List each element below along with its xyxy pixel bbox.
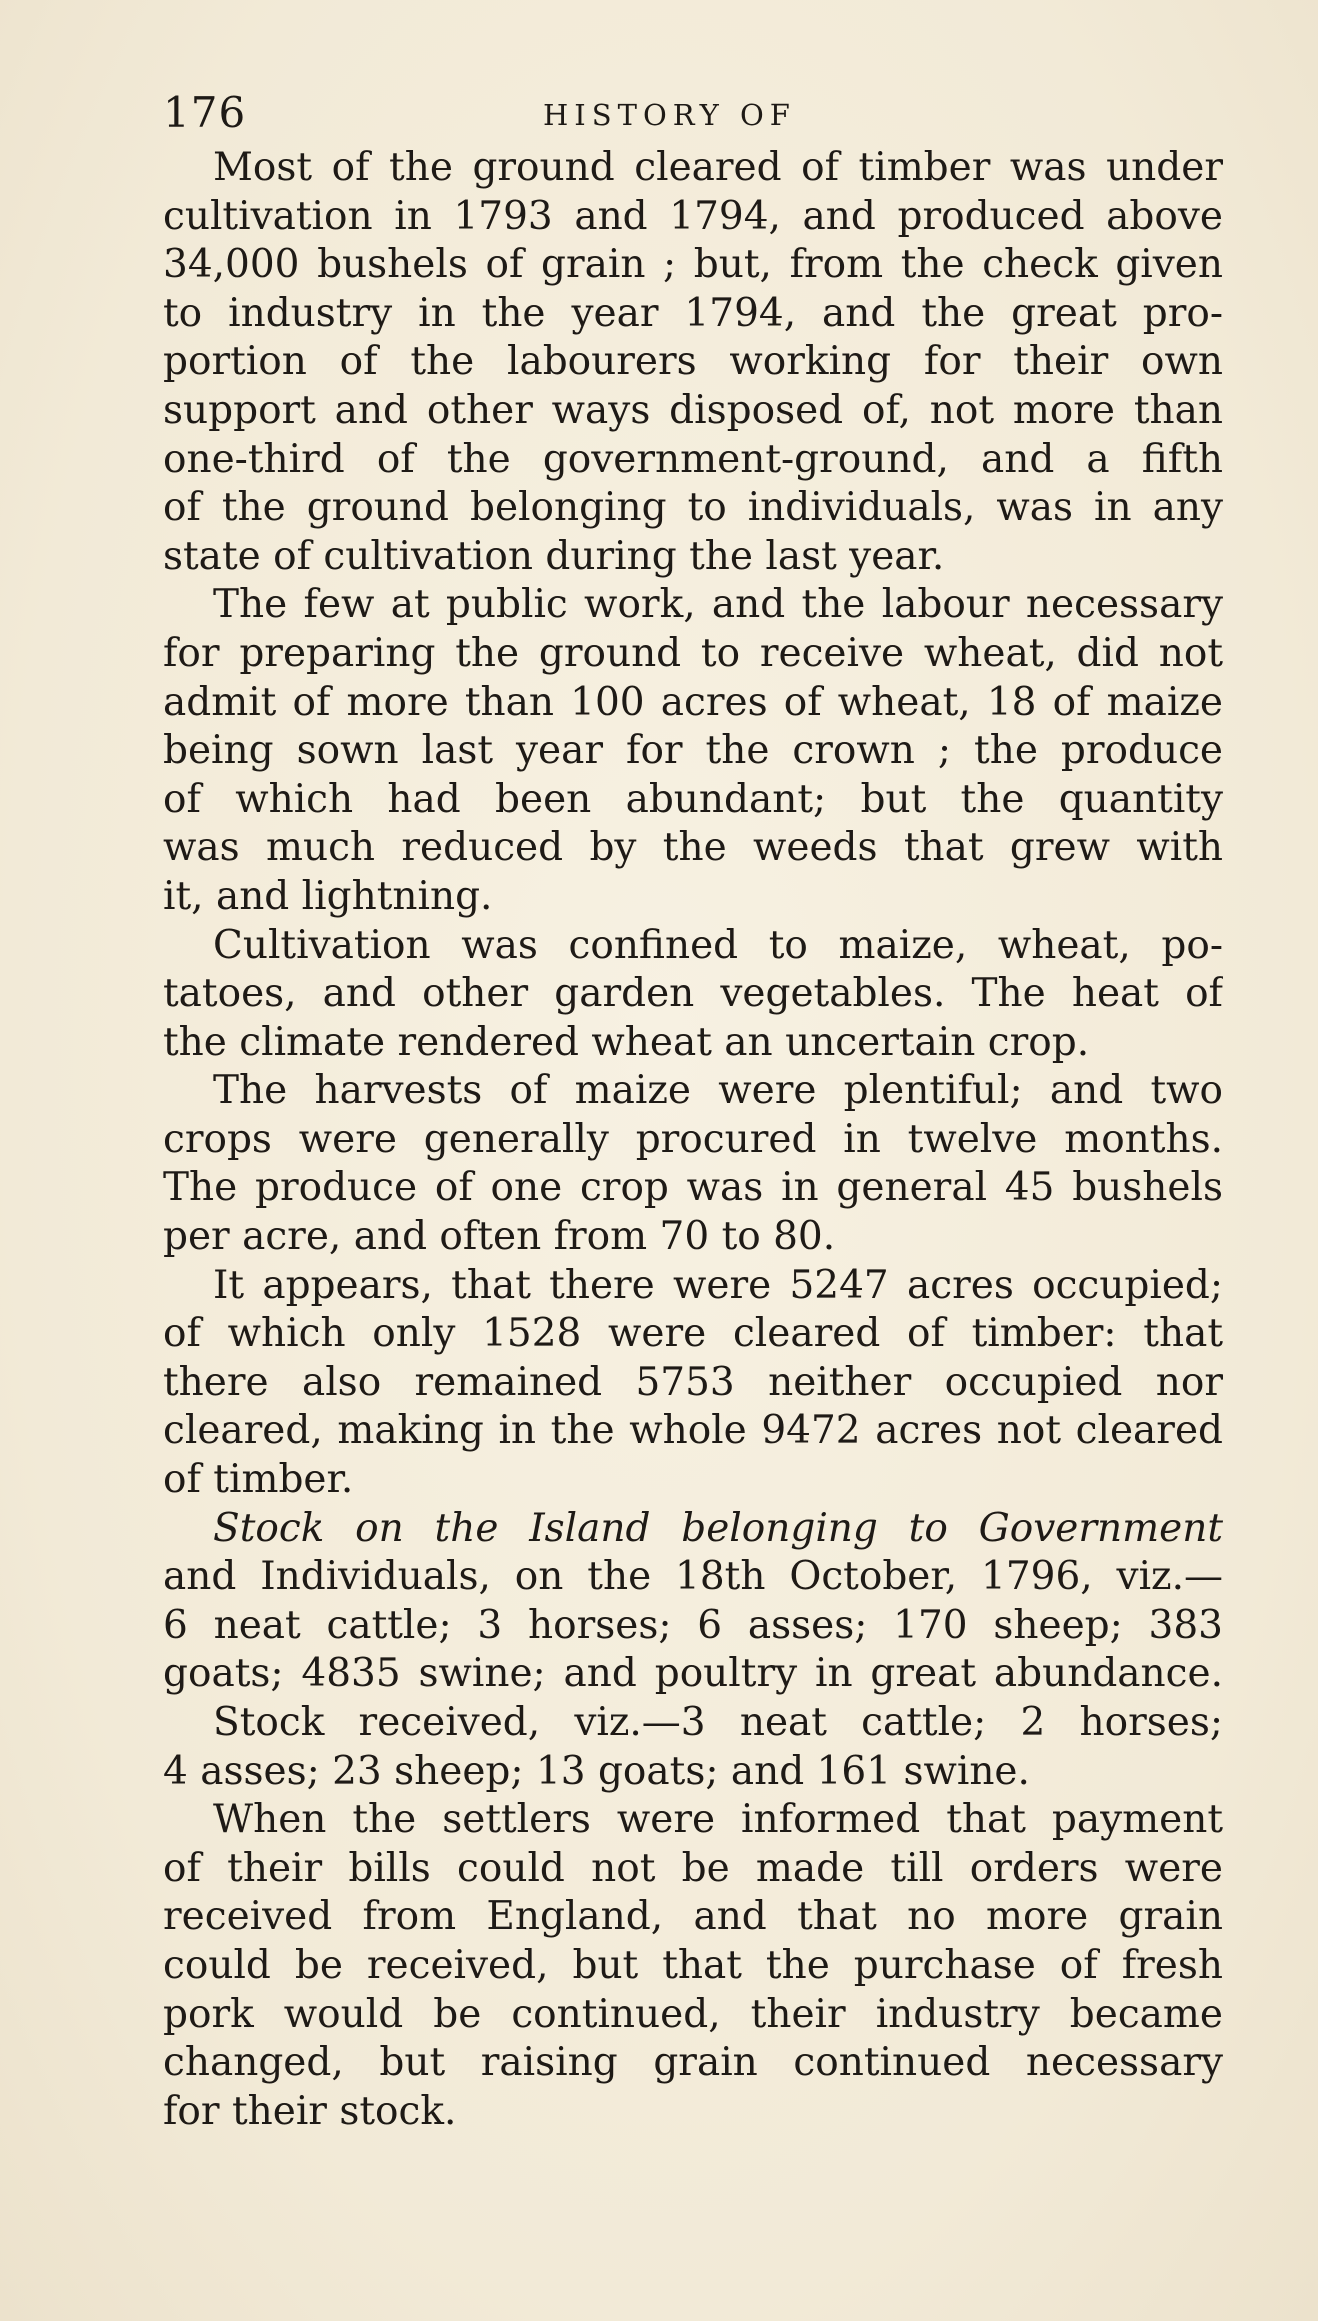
text-line: for preparing the ground to receive wheat, did not bbox=[163, 630, 1223, 676]
text-line: changed, but raising grain continued necessary bbox=[163, 2040, 1223, 2086]
text-line: state of cultivation during the last year. bbox=[163, 533, 945, 579]
text-line: 34,000 bushels of grain ; but, from the check given bbox=[163, 242, 1223, 288]
text-line: being sown last year for the crown ; the produce bbox=[163, 728, 1223, 774]
text-line: Stock received, viz.—3 neat cattle; 2 horses; bbox=[213, 1700, 1223, 1745]
text-line: was much reduced by the weeds that grew with bbox=[163, 825, 1223, 871]
text-line: for their stock. bbox=[163, 2088, 457, 2134]
text-line: per acre, and often from 70 to 80. bbox=[163, 1214, 836, 1260]
text-line: It appears, that there were 5247 acres occupied; bbox=[213, 1262, 1223, 1308]
text-line: crops were generally procured in twelve months. bbox=[163, 1116, 1223, 1162]
text-line: received from England, and that no more grain bbox=[163, 1894, 1223, 1940]
text-line: portion of the labourers working for their own bbox=[163, 339, 1223, 385]
text-line: the climate rendered wheat an uncertain crop. bbox=[163, 1019, 1090, 1065]
body-text bbox=[163, 144, 1223, 2136]
text-line: admit of more than 100 acres of wheat, 18 of maize bbox=[163, 679, 1223, 725]
text-line: cultivation in 1793 and 1794, and produced above bbox=[163, 193, 1223, 239]
text-line: cleared, making in the whole 9472 acres not cleared bbox=[163, 1408, 1223, 1454]
running-head: HISTORY OF bbox=[543, 98, 796, 132]
text-line: Cultivation was confined to maize, wheat, po- bbox=[213, 922, 1223, 968]
text-line: one-third of the government-ground, and a fifth bbox=[163, 436, 1223, 482]
text-line: of timber. bbox=[163, 1457, 354, 1503]
text-line: of their bills could not be made till orders were bbox=[163, 1845, 1223, 1891]
text-line: tatoes, and other garden vegetables. The heat of bbox=[163, 971, 1223, 1017]
text-line: 6 neat cattle; 3 horses; 6 asses; 170 sheep; 383 bbox=[163, 1602, 1223, 1648]
text-line: Stock on the Island belonging to Government bbox=[213, 1505, 1223, 1551]
text-line: there also remained 5753 neither occupied nor bbox=[163, 1359, 1223, 1405]
text-line: Most of the ground cleared of timber was under bbox=[213, 145, 1223, 190]
text-line: of which had been abundant; but the quantity bbox=[163, 776, 1223, 822]
text-line: When the settlers were informed that payment bbox=[213, 1797, 1223, 1843]
text-line: to industry in the year 1794, and the great pro- bbox=[163, 290, 1223, 336]
text-line: support and other ways disposed of, not more than bbox=[163, 387, 1223, 433]
text-line: and Individuals, on the 18th October, 1796, viz.— bbox=[163, 1554, 1223, 1600]
text-line: could be received, but that the purchase of fresh bbox=[163, 1942, 1223, 1988]
text-line: goats; 4835 swine; and poultry in great abundance. bbox=[163, 1651, 1223, 1697]
page-header bbox=[163, 88, 1223, 138]
text-line: it, and lightning. bbox=[163, 873, 493, 919]
text-line: 4 asses; 23 sheep; 13 goats; and 161 swine. bbox=[163, 1748, 1030, 1794]
text-line: of which only 1528 were cleared of timber: that bbox=[163, 1311, 1223, 1357]
text-line: The few at public work, and the labour necessary bbox=[213, 582, 1223, 628]
text-line: pork would be continued, their industry became bbox=[163, 1991, 1223, 2037]
page-number: 176 bbox=[163, 88, 247, 137]
text-line: The produce of one crop was in general 45 bushels bbox=[163, 1165, 1223, 1211]
text-line: of the ground belonging to individuals, was in any bbox=[163, 485, 1223, 531]
text-line: The harvests of maize were plentiful; and two bbox=[213, 1068, 1223, 1114]
